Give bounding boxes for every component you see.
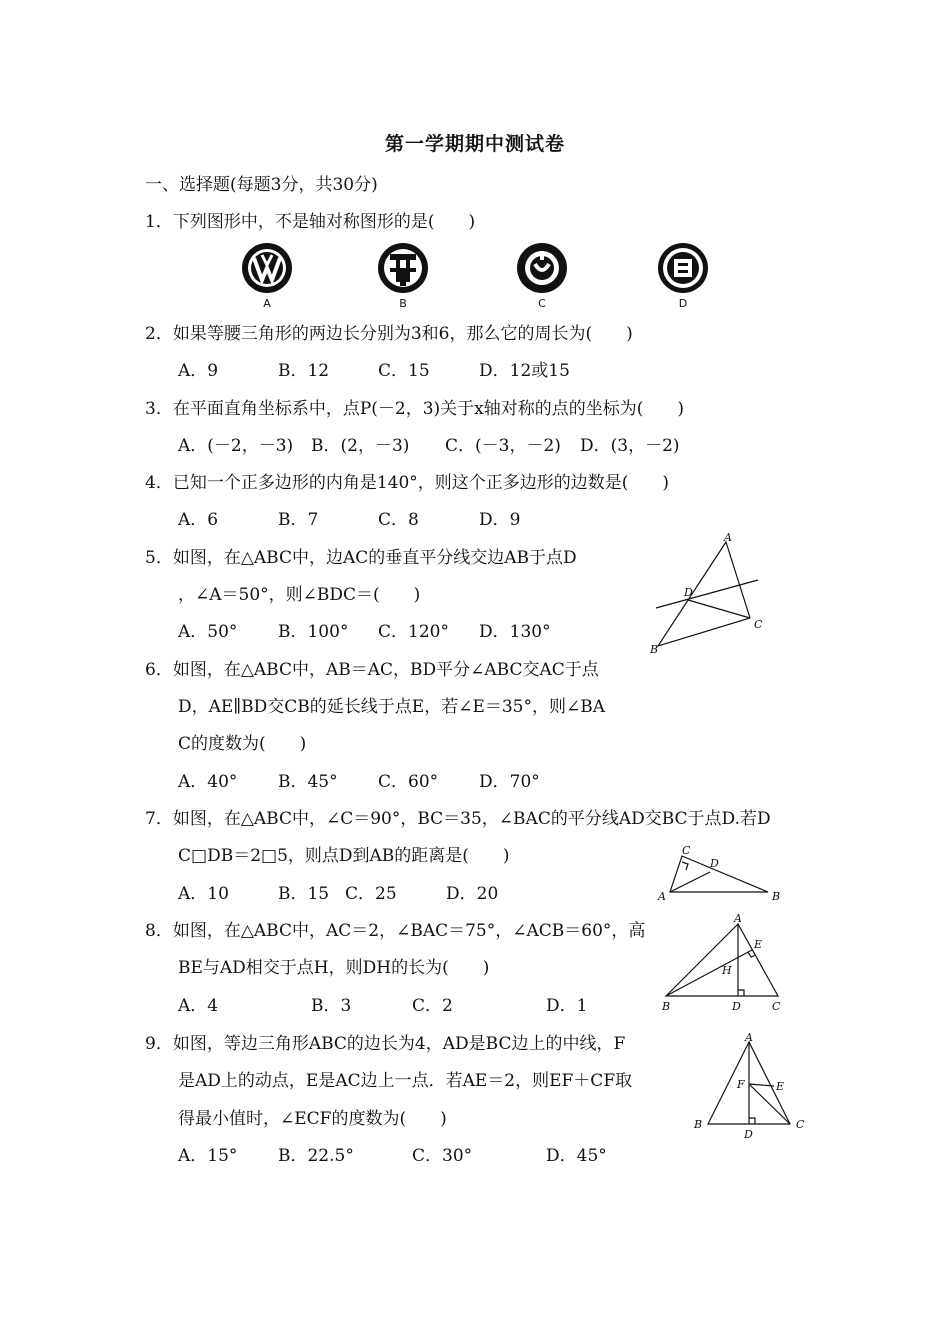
q8-point-d: D <box>732 1000 741 1013</box>
question-6-line-2: D，AE∥BD交CB的延长线于点E，若∠E＝35°，则∠BA <box>178 697 605 717</box>
q5-point-c: C <box>754 618 763 631</box>
q7-option-a[interactable]: A．10 <box>178 884 229 904</box>
q9-option-d[interactable]: D．45° <box>546 1146 607 1166</box>
q6-option-a[interactable]: A．40° <box>178 772 238 792</box>
q9-point-b: B <box>694 1118 703 1131</box>
q9-point-a: A <box>745 1031 753 1044</box>
q8-point-e: E <box>754 938 763 951</box>
q7-triangle-figure <box>652 840 784 906</box>
q5-option-a[interactable]: A．50° <box>178 622 238 642</box>
question-9-line-1: 9．如图，等边三角形ABC的边长为4，AD是BC边上的中线，F <box>145 1034 626 1054</box>
q3-option-d[interactable]: D．(3，－2) <box>580 436 680 456</box>
q7-option-c[interactable]: C．25 <box>345 884 397 904</box>
question-7-line-2: C□DB＝2□5，则点D到AB的距离是( ) <box>178 846 510 866</box>
q2-option-a[interactable]: A．9 <box>178 361 219 381</box>
bank-logo-icon <box>376 242 430 294</box>
q6-option-d[interactable]: D．70° <box>479 772 540 792</box>
q4-option-a[interactable]: A．6 <box>178 510 219 530</box>
q9-triangle-figure <box>690 1030 814 1146</box>
question-1-stem: 1．下列图形中，不是轴对称图形的是( ) <box>145 212 476 232</box>
question-8-line-1: 8．如图，在△ABC中，AC＝2，∠BAC＝75°，∠ACB＝60°，高 <box>145 921 646 941</box>
q5-option-d[interactable]: D．130° <box>479 622 551 642</box>
q8-point-b: B <box>662 1000 671 1013</box>
q7-point-a: A <box>658 890 666 903</box>
spiral-logo-icon <box>515 242 569 294</box>
q1-label-a: A <box>263 297 271 310</box>
question-7-line-1: 7．如图，在△ABC中，∠C＝90°，BC＝35，∠BAC的平分线AD交BC于点D.若D <box>145 809 771 829</box>
q5-triangle-figure <box>640 530 770 660</box>
q8-point-a: A <box>734 912 742 925</box>
q5-option-c[interactable]: C．120° <box>378 622 449 642</box>
q8-point-c: C <box>772 1000 781 1013</box>
q3-option-b[interactable]: B．(2，－3) <box>311 436 410 456</box>
question-6-line-1: 6．如图，在△ABC中，AB＝AC，BD平分∠ABC交AC于点 <box>145 660 599 680</box>
q6-option-b[interactable]: B．45° <box>278 772 338 792</box>
q1-label-b: B <box>399 297 407 310</box>
q1-label-d: D <box>678 297 688 310</box>
q9-option-a[interactable]: A．15° <box>178 1146 238 1166</box>
q3-option-c[interactable]: C．(－3，－2) <box>445 436 561 456</box>
q7-point-b: B <box>772 890 781 903</box>
q5-point-d: D <box>684 586 693 599</box>
q5-point-a: A <box>724 531 732 544</box>
q9-point-c: C <box>796 1118 805 1131</box>
question-5-line-1: 5．如图，在△ABC中，边AC的垂直平分线交边AB于点D <box>145 548 577 568</box>
q6-option-c[interactable]: C．60° <box>378 772 439 792</box>
question-6-line-3: C的度数为( ) <box>178 734 307 754</box>
question-5-line-2: ，∠A＝50°，则∠BDC＝( ) <box>178 585 421 605</box>
q7-point-c: C <box>682 844 691 857</box>
question-4-stem: 4．已知一个正多边形的内角是140°，则这个正多边形的边数是( ) <box>145 473 670 493</box>
q7-option-b[interactable]: B．15 <box>278 884 330 904</box>
q2-option-b[interactable]: B．12 <box>278 361 330 381</box>
q2-option-c[interactable]: C．15 <box>378 361 430 381</box>
section-heading: 一、选择题(每题3分，共30分) <box>145 175 378 195</box>
q3-option-a[interactable]: A．(－2，－3) <box>178 436 294 456</box>
q8-option-a[interactable]: A．4 <box>178 996 219 1016</box>
coin-logo-icon <box>656 242 710 294</box>
vw-logo-icon <box>240 242 294 294</box>
question-9-line-2: 是AD上的动点，E是AC边上一点．若AE＝2，则EF＋CF取 <box>178 1071 633 1091</box>
q9-option-c[interactable]: C．30° <box>412 1146 473 1166</box>
q5-point-b: B <box>650 643 659 656</box>
question-8-line-2: BE与AD相交于点H，则DH的长为( ) <box>178 958 490 978</box>
q7-option-d[interactable]: D．20 <box>446 884 499 904</box>
q5-option-b[interactable]: B．100° <box>278 622 349 642</box>
q9-point-d: D <box>744 1128 753 1141</box>
q8-option-b[interactable]: B．3 <box>311 996 352 1016</box>
q2-option-d[interactable]: D．12或15 <box>479 361 570 381</box>
question-9-line-3: 得最小值时，∠ECF的度数为( ) <box>178 1109 447 1129</box>
q9-point-f: F <box>737 1078 745 1091</box>
q4-option-d[interactable]: D．9 <box>479 510 521 530</box>
question-2-stem: 2．如果等腰三角形的两边长分别为3和6，那么它的周长为( ) <box>145 324 633 344</box>
q8-triangle-figure <box>656 910 786 1016</box>
page-title: 第一学期期中测试卷 <box>384 133 565 155</box>
q7-point-d: D <box>710 857 719 870</box>
q1-label-c: C <box>538 297 546 310</box>
q9-option-b[interactable]: B．22.5° <box>278 1146 354 1166</box>
q4-option-b[interactable]: B．7 <box>278 510 319 530</box>
question-3-stem: 3．在平面直角坐标系中，点P(－2，3)关于x轴对称的点的坐标为( ) <box>145 399 685 419</box>
q8-point-h: H <box>722 964 732 977</box>
q8-option-c[interactable]: C．2 <box>412 996 453 1016</box>
q4-option-c[interactable]: C．8 <box>378 510 419 530</box>
q8-option-d[interactable]: D．1 <box>546 996 588 1016</box>
q9-point-e: E <box>776 1080 785 1093</box>
